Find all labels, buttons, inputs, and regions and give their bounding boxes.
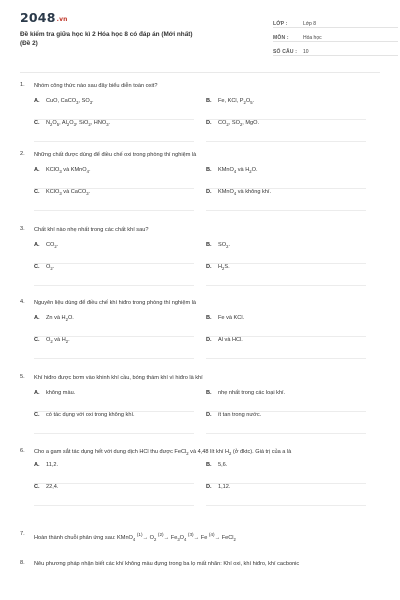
- question-8: [20, 560, 380, 569]
- option-c[interactable]: [34, 264, 194, 286]
- question-7: [20, 531, 380, 543]
- exam-title-line2: (Đề 2): [20, 39, 38, 47]
- option-letter: C.: [34, 188, 40, 195]
- meta-count-row: [273, 44, 398, 56]
- option-c[interactable]: [34, 484, 194, 506]
- logo-suffix: .vn: [56, 16, 68, 23]
- option-a[interactable]: [34, 390, 194, 412]
- option-letter: D.: [206, 336, 212, 343]
- question-text: Nêu phương pháp nhận biết các khí không màu đựng trong ba lọ mất nhãn: Khí oxi, khí hiđro, khí cacbonic: [34, 561, 300, 567]
- question-text: Hoàn thành chuỗi phản ứng sau: KMnO$_4$ $^{(1)}\to O_2$ $^{(2)}\to Fe_3O_4$ $^{(3)}$→ Fe $^{(4)}$→ FeCl$_2$: [34, 532, 236, 542]
- question-2: [20, 151, 380, 211]
- option-text: KClO$_3$ và KMnO$_4$.: [46, 166, 91, 174]
- option-text: Al và HCl.: [218, 336, 243, 343]
- option-d[interactable]: [206, 264, 366, 286]
- question-text: Chất khí nào nhẹ nhất trong các chất khí sau?: [34, 227, 149, 233]
- option-a[interactable]: [34, 315, 194, 337]
- option-letter: A.: [34, 389, 40, 396]
- option-letter: A.: [34, 241, 40, 248]
- option-text: nhẹ nhất trong các loại khí.: [218, 389, 286, 396]
- option-d[interactable]: [206, 412, 366, 434]
- option-text: $N_2O_5$, $Al_2O_3$, SiO$_2$, $HNO_3$.: [46, 119, 111, 127]
- question-4: [20, 299, 380, 359]
- question-text: Nguyên liệu dùng để điều chế khí hiđro trong phòng thí nghiệm là: [34, 300, 197, 306]
- document-header: [20, 10, 386, 80]
- option-d[interactable]: [206, 189, 366, 211]
- option-letter: B.: [206, 241, 212, 248]
- option-letter: A.: [34, 314, 40, 321]
- question-number: 3.: [20, 226, 25, 232]
- option-text: 22,4.: [46, 483, 59, 490]
- meta-subject-row: [273, 30, 398, 42]
- option-letter: B.: [206, 314, 212, 321]
- option-b[interactable]: [206, 98, 366, 120]
- option-text: CuO, CaCO$_3$, $SO_3$.: [46, 97, 94, 105]
- option-b[interactable]: [206, 242, 366, 264]
- option-letter: D.: [206, 483, 212, 490]
- option-c[interactable]: [34, 120, 194, 142]
- option-letter: D.: [206, 188, 212, 195]
- option-text: Fe, KCl, $P_2O_5$.: [218, 97, 255, 105]
- option-text: $CO_2$.: [46, 241, 59, 249]
- option-text: ít tan trong nước.: [218, 411, 262, 418]
- option-d[interactable]: [206, 120, 366, 142]
- exam-title-line1: Đề kiểm tra giữa học kì 2 Hóa học 8 có đáp án (Mới nhất): [20, 31, 193, 38]
- option-a[interactable]: [34, 242, 194, 264]
- divider: [20, 72, 380, 73]
- option-text: $H_2S$.: [218, 263, 230, 271]
- question-1: [20, 82, 380, 142]
- question-number: 5.: [20, 374, 25, 380]
- question-number: 1.: [20, 82, 25, 88]
- option-c[interactable]: [34, 337, 194, 359]
- option-text: không màu.: [46, 389, 76, 396]
- option-letter: A.: [34, 461, 40, 468]
- option-letter: D.: [206, 411, 212, 418]
- option-b[interactable]: [206, 390, 366, 412]
- option-text: có tác dụng với oxi trong không khí.: [46, 411, 135, 418]
- meta-key: SỐ CÂU :: [273, 49, 298, 55]
- meta-value: Lớp 8: [303, 21, 317, 27]
- option-a[interactable]: [34, 462, 194, 484]
- exam-meta: [273, 16, 398, 58]
- option-text: $SO_2$.: [218, 241, 230, 249]
- question-text: Nhóm công thức nào sau đây biểu diễn toàn oxit?: [34, 83, 158, 89]
- option-text: 1,12.: [218, 483, 231, 490]
- option-letter: D.: [206, 119, 212, 126]
- question-number: 4.: [20, 299, 25, 305]
- option-text: Zn và $H_2O$.: [46, 314, 74, 322]
- option-a[interactable]: [34, 167, 194, 189]
- option-text: Fe và KCl.: [218, 314, 245, 321]
- option-letter: B.: [206, 389, 212, 396]
- meta-key: LỚP :: [273, 21, 288, 27]
- option-letter: B.: [206, 97, 212, 104]
- option-letter: C.: [34, 411, 40, 418]
- option-letter: C.: [34, 483, 40, 490]
- question-text: Những chất được dùng để điều chế oxi trong phòng thí nghiệm là: [34, 152, 197, 158]
- logo-text: 2048: [20, 10, 56, 25]
- option-b[interactable]: [206, 462, 366, 484]
- option-letter: C.: [34, 263, 40, 270]
- option-letter: B.: [206, 166, 212, 173]
- option-text: KMnO$_4$ và $H_2O$.: [218, 166, 258, 174]
- option-text: 5,6.: [218, 461, 228, 468]
- meta-key: MÔN :: [273, 35, 289, 41]
- question-3: [20, 226, 380, 286]
- option-c[interactable]: [34, 412, 194, 434]
- meta-class-row: [273, 16, 398, 28]
- option-letter: D.: [206, 263, 212, 270]
- option-text: $O_2$.: [46, 263, 55, 271]
- option-text: KClO$_3$ và CaCO$_3$.: [46, 188, 91, 196]
- option-letter: C.: [34, 119, 40, 126]
- question-text: Cho a gam sắt tác dụng hết với dung dịch HCl thu được FeCl$_2$ và 4,48 lít khí $H_2$ (ở đktc). Giá trị của a là: [34, 449, 292, 457]
- option-d[interactable]: [206, 337, 366, 359]
- question-5: [20, 374, 380, 434]
- option-text: $O_2$ và $H_2$.: [46, 336, 70, 344]
- option-letter: A.: [34, 166, 40, 173]
- option-d[interactable]: [206, 484, 366, 506]
- option-a[interactable]: [34, 98, 194, 120]
- option-letter: A.: [34, 97, 40, 104]
- option-text: 11,2.: [46, 461, 59, 468]
- question-number: 6.: [20, 448, 25, 454]
- question-number: 7.: [20, 531, 25, 537]
- option-b[interactable]: [206, 167, 366, 189]
- option-c[interactable]: [34, 189, 194, 211]
- option-letter: C.: [34, 336, 40, 343]
- option-text: KMnO$_4$ và không khí.: [218, 188, 272, 196]
- option-b[interactable]: [206, 315, 366, 337]
- question-number: 2.: [20, 151, 25, 157]
- question-6: [20, 448, 380, 506]
- exam-title: [20, 31, 245, 48]
- question-text: Khí hiđro được bơm vào khinh khí cầu, bóng thám khí vì hiđro là khí: [34, 375, 203, 381]
- question-number: 8.: [20, 560, 25, 566]
- meta-value: 10: [303, 49, 309, 55]
- meta-value: Hóa học: [303, 35, 322, 41]
- option-letter: B.: [206, 461, 212, 468]
- option-text: $CO_2$, $SO_2$, MgO.: [218, 119, 260, 127]
